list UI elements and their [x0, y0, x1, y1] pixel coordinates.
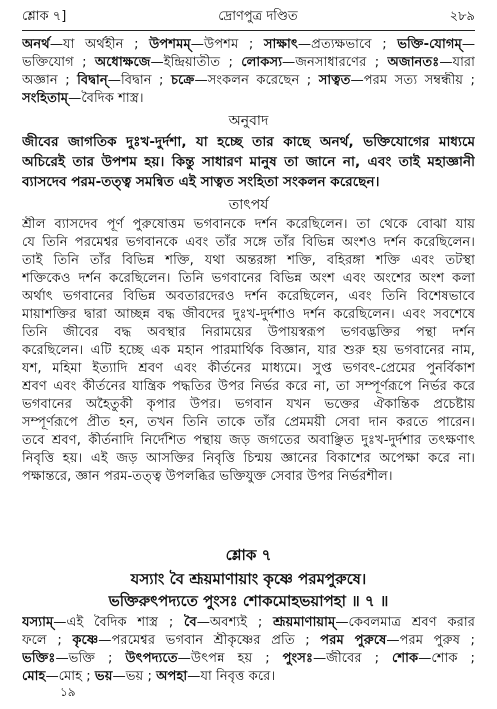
synonym-headword: পরম পুরুষে	[320, 633, 387, 648]
purport-line: অর্থাৎ ভগবানের বিভিন্ন অবতারদেরও দর্শন করেছিলেন, এবং তিনি বিশেষভাবে	[22, 289, 475, 304]
synonym-headword: কৃষ্ণে	[72, 633, 99, 648]
purport-line: নিবৃত্তি হয়। এই জড় আসক্তির নিবৃত্তি চিন্ময় জ্ঞানের বিকাশের অপেক্ষা করে না।	[22, 451, 475, 466]
translation-text	[22, 132, 475, 192]
synonym-gloss: —অবশ্যই ;	[196, 615, 274, 630]
synonym-headword: ভক্তিঃ	[22, 651, 56, 666]
header-page-number: ২৮৯	[449, 8, 475, 24]
verse-line: যস্যাং বৈ শ্রূয়মাণায়াং কৃষ্ণে পরমপুরুষে।	[130, 570, 367, 588]
synonyms-top	[22, 36, 475, 108]
verse-text	[22, 568, 475, 612]
synonym-gloss: —সংকলন করেছেন ;	[194, 73, 319, 88]
synonym-line	[22, 90, 475, 108]
synonym-headword: উপশমম্	[149, 37, 191, 52]
synonym-line	[22, 36, 475, 54]
translation-line: ব্যাসদেব পরম-তত্ত্ব সমন্বিত এই সাত্বত সংহিতা সংকলন করেছেন।	[22, 174, 380, 190]
synonym-gloss: অজ্ঞান ;	[22, 73, 78, 88]
header-rule	[22, 30, 475, 31]
purport-line: শ্রীল ব্যাসদেব পূর্ণ পুরুষোত্তম ভগবানকে দর্শন করেছিলেন। তা থেকে বোঝা যায়	[22, 217, 475, 232]
synonym-gloss: —পরম পুরুষ ;	[386, 633, 475, 648]
synonym-gloss: —ইন্দ্রিয়াতীত ;	[150, 55, 242, 70]
synonym-gloss: —বৈদিক শাস্ত্র।	[68, 91, 144, 106]
synonym-line	[22, 668, 475, 686]
purport-line: ভগবানের অহৈতুকী কৃপার উপর। ভগবান যখন ভক্তের ঐকান্তিক প্রচেষ্টায়	[22, 397, 475, 412]
purport-line: তাই তিনি তাঁর বিভিন্ন শক্তি, যথা অন্তরঙ্গা শক্তি, বহিরঙ্গা শক্তি এবং তটস্থা	[22, 253, 475, 268]
purport-line: পক্ষান্তরে, জ্ঞান পরম-তত্ত্ব উপলব্ধির ভক্তিযুক্ত সেবার উপর নির্ভরশীল।	[22, 469, 393, 484]
purport-line: মায়াশক্তির দ্বারা আচ্ছন্ন বদ্ধ জীবদের দুঃখ-দুর্দশাও দর্শন করেছিলেন। এবং সবশেষে	[22, 307, 475, 322]
synonym-gloss: ভক্তিযোগ ;	[22, 55, 95, 70]
verse-line: ভক্তিরুৎপদ্যতে পুংসঃ শোকমোহভয়াপহা ॥ ৭ ॥	[108, 592, 389, 610]
synonym-headword: অনর্থ	[22, 37, 50, 52]
translation-line: জীবের জাগতিক দুঃখ-দুর্দশা, যা হচ্ছে তার কাছে অনর্থ, ভক্তিযোগের মাধ্যমে	[22, 134, 475, 150]
synonyms-bottom	[22, 614, 475, 686]
purport-line: যশ, মহিমা ইত্যাদি শ্রবণ এবং কীর্তনের মাধ্যমে। সুপ্ত ভগবৎ-প্রেমের পুনর্বিকাশ	[22, 361, 475, 376]
purport-line: সম্পূর্ণরূপে প্রীত হন, তখন তিনি তাকে তাঁর প্রেমময়ী সেবা দান করতে পারেন।	[22, 415, 475, 430]
purport-line: করেছিলেন। এটি হচ্ছে এক মহান পারমার্থিক বিজ্ঞান, যার শুরু হয় ভগবানের নাম,	[22, 343, 475, 358]
synonym-headword: বিদ্বান্	[77, 73, 108, 88]
synonym-headword: অধোক্ষজে	[94, 55, 151, 70]
synonym-line	[22, 650, 475, 668]
page-header	[22, 6, 475, 28]
footer-signature: ১৯	[60, 685, 76, 699]
purport-line: তিনি জীবের বদ্ধ অবস্থার নিরাময়ের উপায়স্বরূপ ভগবদ্ভক্তির পন্থা দর্শন	[22, 325, 475, 340]
synonym-gloss: —বিদ্বান ;	[107, 73, 171, 88]
purport-line: শক্তিকেও দর্শন করেছিলেন। তিনি ভগবানের বিভিন্ন অংশ এবং অংশের অংশ কলা	[22, 271, 475, 286]
synonym-headword: লোকস্য	[241, 55, 283, 70]
synonym-line	[22, 614, 475, 632]
synonym-gloss: —এই বৈদিক শাস্ত্র ;	[53, 615, 185, 630]
synonym-gloss: ফলে ;	[22, 633, 73, 648]
synonym-gloss: —যা অর্থহীন ;	[49, 37, 150, 52]
synonym-gloss: —জীবের ;	[312, 651, 392, 666]
purport-text	[22, 216, 475, 486]
synonym-headword: ভয়	[94, 669, 113, 684]
synonym-headword: শ্রূয়মাণায়াম্	[273, 615, 336, 630]
synonym-gloss: —জনসাধারণের ;	[282, 55, 388, 70]
synonym-line	[22, 72, 475, 90]
synonym-gloss: —যারা	[439, 55, 475, 70]
synonym-headword: সংহিতাম্	[22, 91, 69, 106]
purport-line: তবে শ্রবণ, কীর্তনাদি নির্দেশিত পন্থায় জড় জগতের অবাঞ্ছিত দুঃখ-দুর্দশার তৎক্ষণাৎ	[22, 433, 475, 448]
synonym-headword: পুংসঃ	[282, 651, 313, 666]
purport-line: যে তিনি পরমেশ্বর ভগবানকে এবং তাঁর সঙ্গে তাঁর বিভিন্ন অংশও দর্শন করেছিলেন।	[22, 235, 475, 250]
header-verse-ref: শ্লোক ৭]	[22, 8, 67, 24]
synonym-gloss: —পরম সত্য সম্বন্ধীয় ;	[350, 73, 475, 88]
synonym-gloss: —মোহ ;	[45, 669, 95, 684]
synonym-headword: যস্যাম্	[22, 615, 54, 630]
verse-heading: শ্লোক ৭	[225, 546, 272, 564]
synonym-headword: সাত্বত	[318, 73, 351, 88]
synonym-gloss: —	[461, 37, 475, 52]
synonym-headword: চক্রে	[170, 73, 195, 88]
header-chapter-title: দ্রোণপুত্র দণ্ডিত	[218, 8, 298, 24]
translation-line: অচিরেই তার উপশম হয়। কিন্তু সাধারণ মানুষ তা জানে না, এবং তাই মহাজ্ঞানী	[22, 154, 475, 170]
synonym-gloss: —কেবলমাত্র শ্রবণ করার	[335, 615, 475, 630]
synonym-headword: ভক্তি-যোগম্	[397, 37, 462, 52]
synonym-gloss: —শোক ;	[418, 651, 475, 666]
synonym-headword: সাক্ষাৎ	[263, 37, 298, 52]
synonym-gloss: —যা নিবৃত্ত করে।	[187, 669, 276, 684]
synonym-gloss: —উপশম ;	[190, 37, 264, 52]
purport-heading: তাৎপর্য	[228, 197, 269, 213]
synonym-gloss: —প্রত্যক্ষভাবে ;	[297, 37, 398, 52]
synonym-headword: বৈ	[184, 615, 197, 630]
synonym-headword: অজানতঃ	[387, 55, 440, 70]
synonym-gloss: —ভক্তি ;	[55, 651, 126, 666]
synonym-line	[22, 54, 475, 72]
synonym-gloss: —উৎপন্ন হয় ;	[177, 651, 283, 666]
synonym-gloss: —ভয় ;	[112, 669, 157, 684]
synonym-headword: অপহা	[156, 669, 188, 684]
synonym-line	[22, 632, 475, 650]
translation-heading: অনুবাদ	[228, 113, 269, 129]
synonym-headword: শোক	[391, 651, 419, 666]
purport-line: শ্রবণ এবং কীর্তনের যান্ত্রিক পদ্ধতির উপর নির্ভর করে না, তা সম্পূর্ণরূপে নির্ভর করে	[22, 379, 475, 394]
synonym-headword: উৎপদ্যতে	[125, 651, 178, 666]
synonym-gloss: —পরমেশ্বর ভগবান শ্রীকৃষ্ণের প্রতি ;	[98, 633, 321, 648]
synonym-headword: মোহ	[22, 669, 46, 684]
